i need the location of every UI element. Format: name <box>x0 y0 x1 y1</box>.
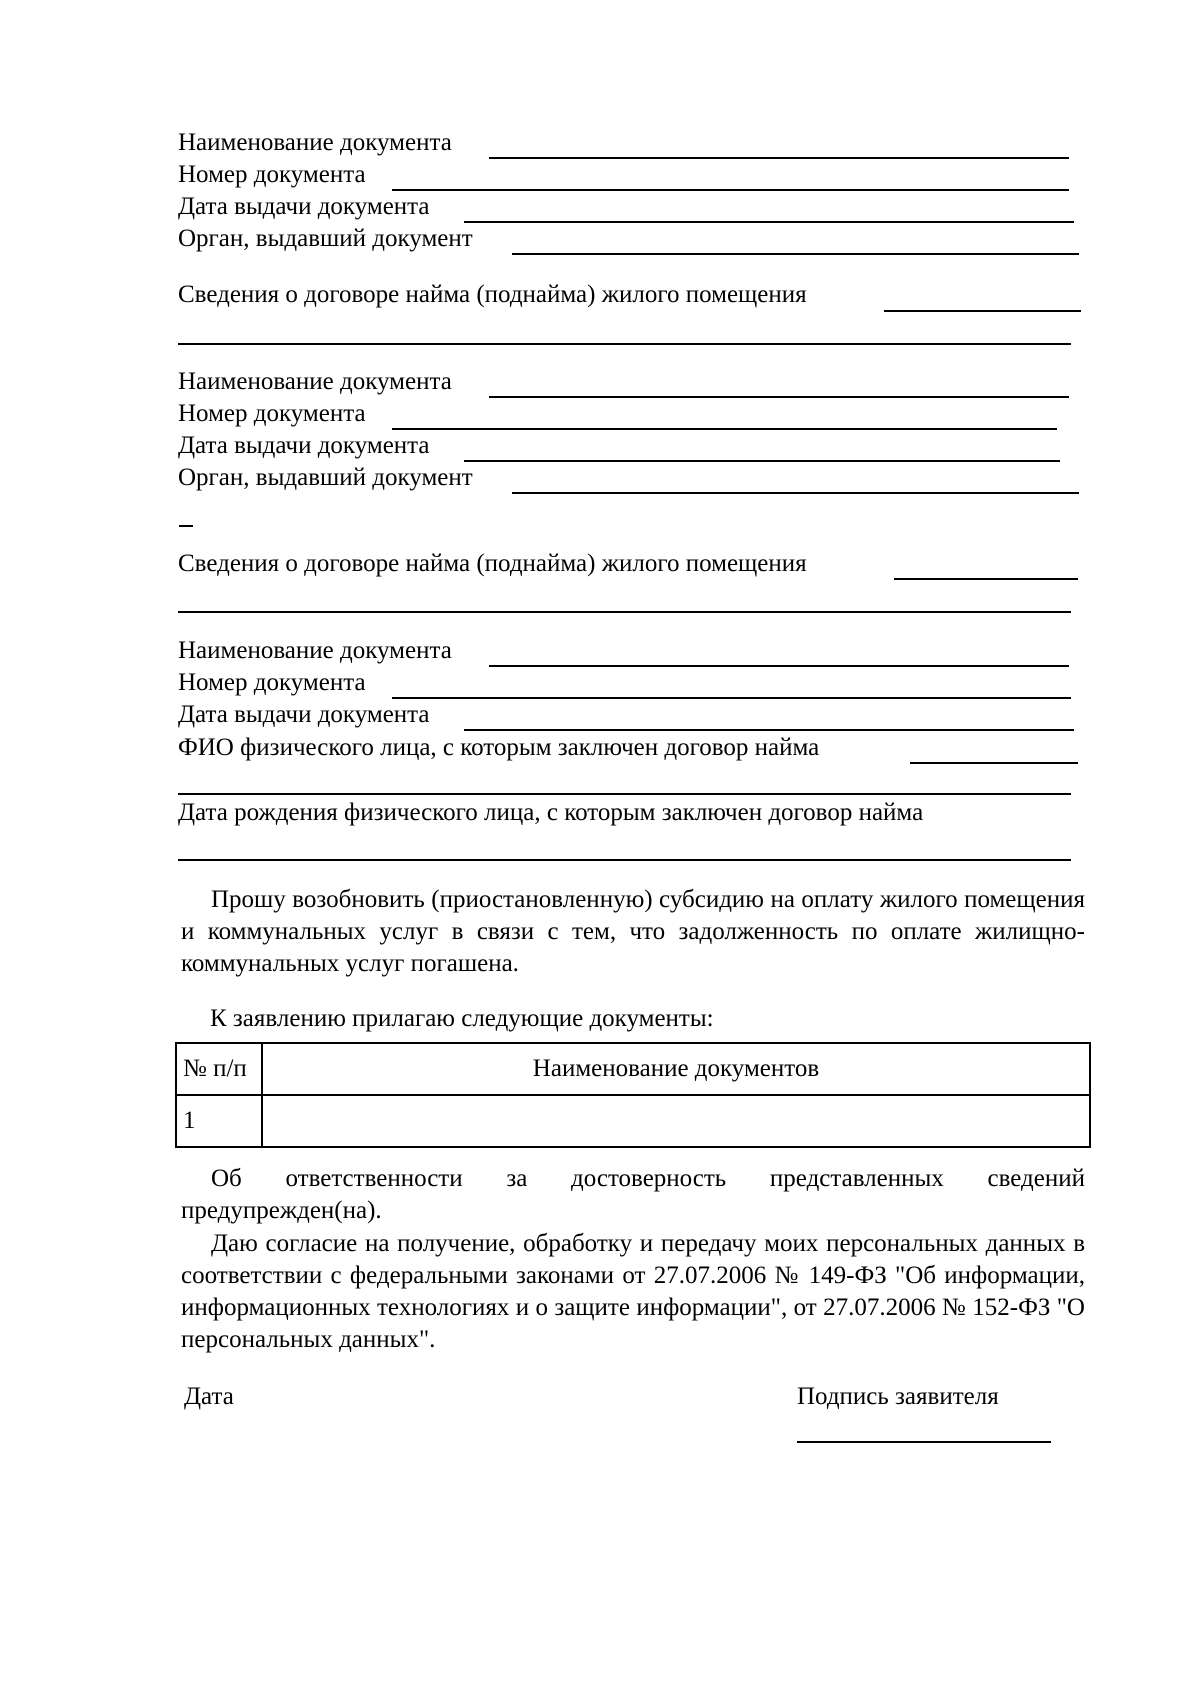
request-paragraph: Прошу возобновить (приостановленную) субсидию на оплату жилого помещения и коммунальных услуг в связи с тем, что задолженность по оплате жилищно-коммунальных услуг погашена. <box>181 886 1085 977</box>
doc-date-field[interactable] <box>464 460 1060 462</box>
lease-info-field-continued[interactable] <box>178 611 1071 613</box>
tenant-name-label: ФИО физического лица, с которым заключен договор найма <box>178 734 820 761</box>
doc-number-field[interactable] <box>392 189 1069 191</box>
signature-field[interactable] <box>797 1441 1051 1443</box>
row-number: 1 <box>176 1095 262 1147</box>
table-header-row <box>176 1043 1090 1095</box>
doc-name-label: Наименование документа <box>178 129 452 156</box>
doc-issuer-field[interactable] <box>512 253 1079 255</box>
lease-doc-number-label: Номер документа <box>178 669 366 696</box>
column-header-number: № п/п <box>176 1043 262 1095</box>
lease-doc-date-label: Дата выдачи документа <box>178 701 430 728</box>
lease-doc-date-field[interactable] <box>464 729 1074 731</box>
doc-name-field[interactable] <box>489 157 1069 159</box>
date-label: Дата <box>184 1383 234 1410</box>
attachments-intro: К заявлению прилагаю следующие документы: <box>210 1005 714 1032</box>
doc-issuer-field[interactable] <box>512 492 1079 494</box>
tenant-name-field[interactable] <box>910 762 1078 764</box>
doc-date-label: Дата выдачи документа <box>178 193 430 220</box>
lease-doc-number-field[interactable] <box>392 697 1071 699</box>
doc-date-field[interactable] <box>464 221 1074 223</box>
column-header-name: Наименование документов <box>262 1043 1090 1095</box>
signature-label: Подпись заявителя <box>797 1383 999 1410</box>
stray-dash <box>179 525 193 527</box>
doc-name-field[interactable] <box>489 396 1069 398</box>
tenant-name-field-continued[interactable] <box>178 793 1071 795</box>
lease-info-field-continued[interactable] <box>178 343 1071 345</box>
tenant-birth-label: Дата рождения физического лица, с которым заключен договор найма <box>178 799 924 826</box>
lease-info-field[interactable] <box>884 310 1081 312</box>
doc-name-label: Наименование документа <box>178 368 452 395</box>
doc-number-label: Номер документа <box>178 161 366 188</box>
liability-warning: Об ответственности за достоверность представленных сведений предупрежден(на). <box>181 1165 1085 1224</box>
consent-paragraph: Даю согласие на получение, обработку и передачу моих персональных данных в соответствии с федеральными законами от 27.07.2006 № 149-ФЗ "Об информации, информационных технологиях и о защите информации", от 27.07.2006 № 152-ФЗ "О персональных данных". <box>181 1230 1085 1353</box>
doc-date-label: Дата выдачи документа <box>178 432 430 459</box>
row-document-name[interactable] <box>262 1095 1090 1147</box>
doc-issuer-label: Орган, выдавший документ <box>178 225 473 252</box>
lease-info-field[interactable] <box>894 578 1078 580</box>
lease-doc-name-field[interactable] <box>489 665 1069 667</box>
tenant-birth-field[interactable] <box>178 859 1071 861</box>
doc-number-label: Номер документа <box>178 400 366 427</box>
lease-doc-name-label: Наименование документа <box>178 637 452 664</box>
lease-info-label: Сведения о договоре найма (поднайма) жилого помещения <box>178 550 807 577</box>
doc-issuer-label: Орган, выдавший документ <box>178 464 473 491</box>
table-row <box>176 1095 1090 1147</box>
doc-number-field[interactable] <box>392 428 1057 430</box>
attachments-table <box>175 1042 1091 1148</box>
lease-info-label: Сведения о договоре найма (поднайма) жилого помещения <box>178 281 807 308</box>
